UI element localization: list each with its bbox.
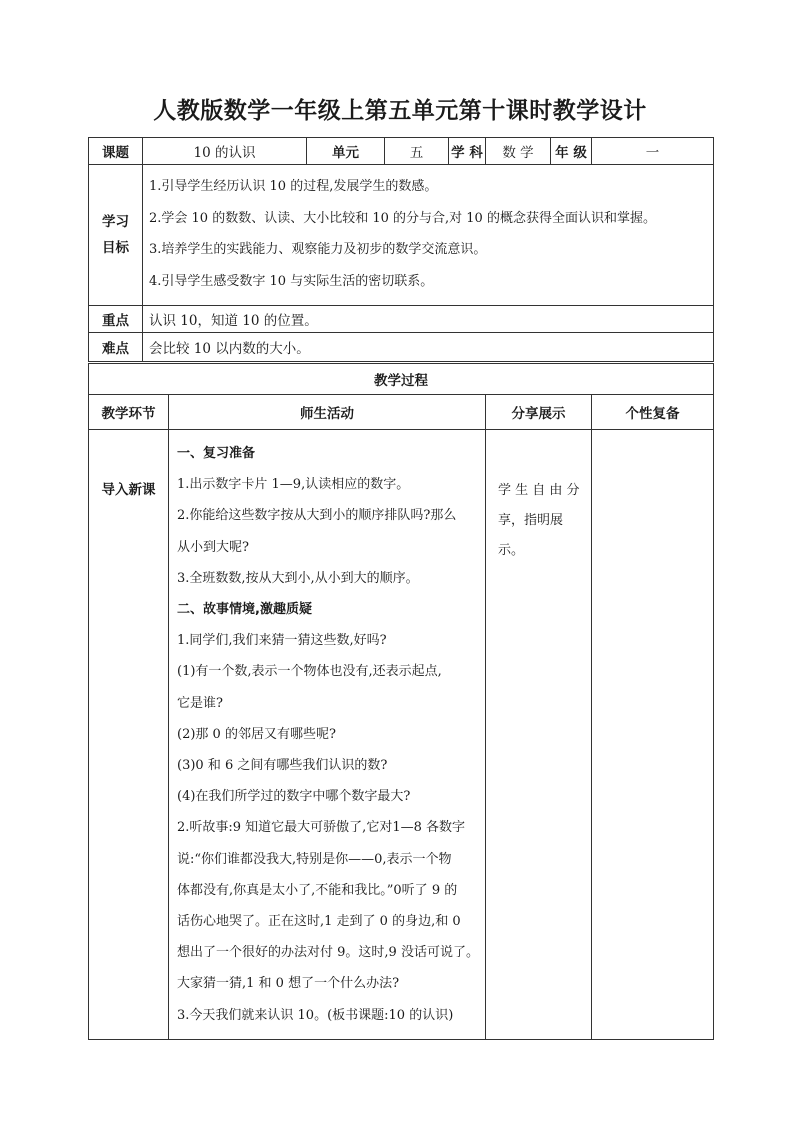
- column-stage: 教学环节: [89, 395, 169, 430]
- goal-item: 3.培养学生的实践能力、观察能力及初步的数学交流意识。: [149, 242, 487, 257]
- activity-line: (1)有一个数,表示一个物体也没有,还表示起点,: [177, 664, 442, 680]
- activity-line: 2.听故事:9 知道它最大可骄傲了,它对1—8 各数字: [177, 820, 465, 836]
- section-heading: 一、复习准备: [177, 446, 256, 461]
- activity-line: 它是谁?: [177, 695, 223, 711]
- activity-line: 说:“你们谁都没我大,特别是你——0,表示一个物: [177, 851, 452, 867]
- activity-line: 大家猜一猜,1 和 0 想了一个什么办法?: [177, 976, 400, 992]
- activity-line: 话伤心地哭了。正在这时,1 走到了 0 的身边,和 0: [177, 914, 461, 930]
- goal-item: 1.引导学生经历认识 10 的过程,发展学生的数感。: [149, 179, 438, 194]
- topic-value: 10 的认识: [143, 138, 307, 165]
- goals-list: [143, 165, 714, 306]
- goals-label: [89, 165, 143, 306]
- stage-cell: 导入新课: [89, 430, 169, 1040]
- activity-line: 体都没有,你真是太小了,不能和我比。”0听了 9 的: [177, 882, 458, 898]
- goal-item: 4.引导学生感受数字 10 与实际生活的密切联系。: [149, 273, 434, 289]
- activity-line: 2.你能给这些数字按从大到小的顺序排队吗?那么: [177, 508, 457, 524]
- share-line: 学 生 自 由 分: [498, 483, 580, 498]
- activity-cell: [169, 430, 486, 1040]
- activity-line: (2)那 0 的邻居又有哪些呢?: [177, 726, 336, 742]
- process-title: 教学过程: [89, 363, 714, 395]
- activity-line: (3)0 和 6 之间有哪些我们认识的数?: [177, 758, 388, 774]
- column-prep: 个性复备: [592, 395, 714, 430]
- column-activity: 师生活动: [169, 395, 486, 430]
- activity-line: 1.同学们,我们来猜一猜这些数,好吗?: [177, 633, 387, 649]
- grade-value: 一: [592, 138, 714, 165]
- goals-label-line1: 学习: [102, 214, 129, 230]
- document-title: 人教版数学一年级上第五单元第十课时教学设计: [153, 98, 647, 124]
- share-cell: [486, 430, 592, 1040]
- activity-line: (4)在我们所学过的数字中哪个数字最大?: [177, 789, 411, 805]
- activity-line: 从小到大呢?: [177, 539, 249, 555]
- section-heading: 二、故事情境,激趣质疑: [177, 602, 312, 618]
- column-share: 分享展示: [486, 395, 592, 430]
- difficult-point-value: 会比较 10 以内数的大小。: [143, 333, 714, 363]
- key-point-label: 重点: [89, 306, 143, 333]
- key-point-value: 认识 10，知道 10 的位置。: [143, 306, 714, 333]
- activity-line: 3.今天我们就来认识 10。(板书课题:10 的认识): [177, 1007, 454, 1023]
- activity-line: 3.全班数数,按从大到小,从小到大的顺序。: [177, 570, 419, 586]
- share-line: 享，指明展示。: [498, 513, 564, 558]
- grade-label: 年 级: [551, 138, 592, 165]
- difficult-point-label: 难点: [89, 333, 143, 363]
- activity-line: 想出了一个很好的办法对付 9。这时,9 没话可说了。: [177, 945, 479, 961]
- unit-label: 单元: [307, 138, 385, 165]
- lesson-plan-table: [88, 137, 713, 1040]
- activity-line: 1.出示数字卡片 1—9,认读相应的数字。: [177, 477, 410, 493]
- topic-label: 课题: [89, 138, 143, 165]
- subject-value: 数 学: [486, 138, 551, 165]
- goals-label-line2: 目标: [102, 240, 129, 256]
- prep-cell: [592, 430, 714, 1040]
- subject-label: 学 科: [449, 138, 486, 165]
- unit-value: 五: [385, 138, 449, 165]
- goal-item: 2.学会 10 的数数、认读、大小比较和 10 的分与合,对 10 的概念获得全面认识和掌握。: [149, 210, 656, 226]
